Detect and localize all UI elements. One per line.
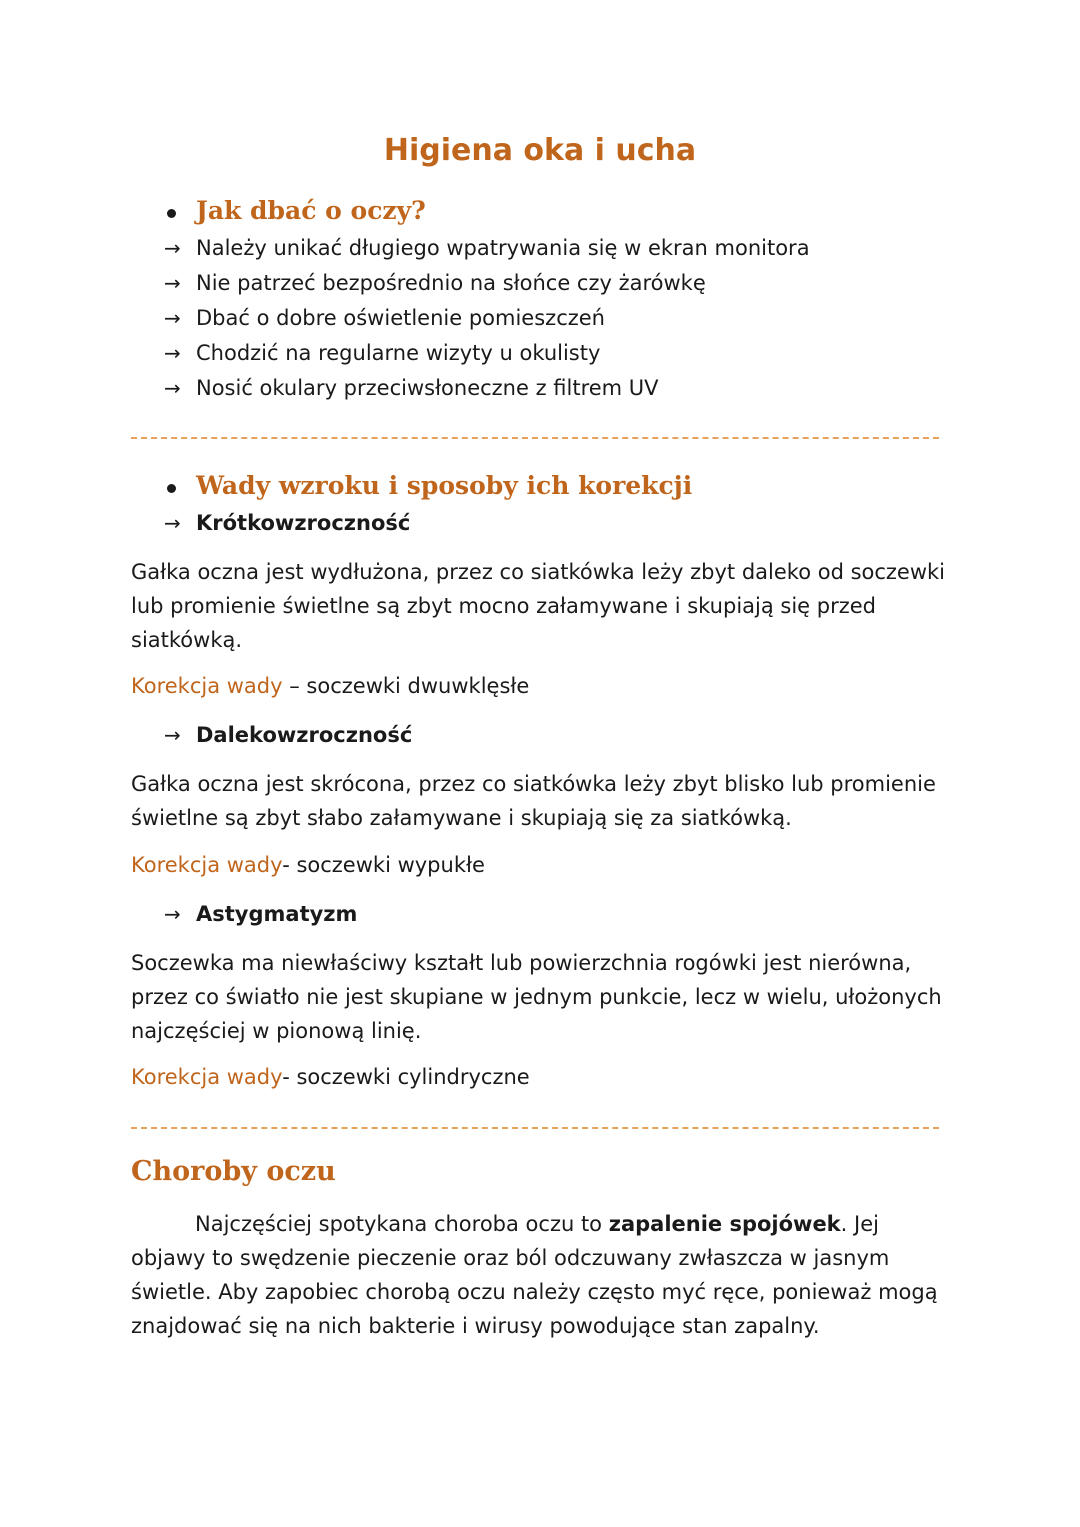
section-divider (131, 437, 939, 439)
defect-description-astigmatism: Soczewka ma niewłaściwy kształt lub powierzchnia rogówki jest nierówna, przez co światło nie jest skupiane w jednym punkcie, lecz w wielu, ułożonych najczęściej w pionową linię. (131, 951, 942, 1043)
correction-label: Korekcja wady (131, 853, 283, 877)
page-title: Higiena oka i ucha (383, 133, 697, 168)
right-arrow-icon: → (164, 511, 181, 535)
correction-astigmatism: Korekcja wady- soczewki cylindryczne (131, 1065, 530, 1089)
list-item: → Należy unikać długiego wpatrywania się w ekran monitora (164, 231, 810, 266)
right-arrow-icon: → (164, 376, 181, 400)
bullet-dot-icon (167, 209, 176, 218)
list-item: → Chodzić na regularne wizyty u okulisty (164, 336, 810, 371)
correction-value: soczewki dwuwklęsłe (306, 674, 530, 698)
right-arrow-icon: → (164, 236, 181, 260)
section-divider (131, 1127, 939, 1129)
right-arrow-icon: → (164, 271, 181, 295)
defect-heading-hyperopia: → Dalekowzroczność (164, 720, 412, 750)
section-heading-vision-defects: Wady wzroku i sposoby ich korekcji (196, 471, 693, 500)
section-heading-eye-care: Jak dbać o oczy? (196, 196, 426, 225)
correction-label: Korekcja wady (131, 674, 283, 698)
right-arrow-icon: → (164, 902, 181, 926)
correction-hyperopia: Korekcja wady- soczewki wypukłe (131, 853, 485, 877)
correction-value: soczewki cylindryczne (296, 1065, 530, 1089)
eye-care-list (164, 231, 810, 406)
right-arrow-icon: → (164, 306, 181, 330)
list-item: → Dbać o dobre oświetlenie pomieszczeń (164, 301, 810, 336)
defect-heading-myopia: → Krótkowzroczność (164, 508, 410, 538)
right-arrow-icon: → (164, 723, 181, 747)
right-arrow-icon: → (164, 341, 181, 365)
correction-value: soczewki wypukłe (296, 853, 485, 877)
correction-label: Korekcja wady (131, 1065, 283, 1089)
correction-myopia: Korekcja wady – soczewki dwuwklęsłe (131, 674, 530, 698)
list-item: → Nosić okulary przeciwsłoneczne z filtrem UV (164, 371, 810, 406)
highlighted-term: zapalenie spojówek (608, 1212, 841, 1236)
defect-description-hyperopia: Gałka oczna jest skrócona, przez co siatkówka leży zbyt blisko lub promienie świetlne są zbyt słabo załamywane i skupiają się za siatkówką. (131, 772, 936, 830)
defect-description-myopia: Gałka oczna jest wydłużona, przez co siatkówka leży zbyt daleko od soczewki lub promienie świetlne są zbyt mocno załamywane i skupiają się przed siatkówką. (131, 560, 946, 652)
list-item: → Nie patrzeć bezpośrednio na słońce czy żarówkę (164, 266, 810, 301)
eye-diseases-paragraph: Najczęściej spotykana choroba oczu to zapalenie spojówek. Jej objawy to swędzenie pieczenie oraz ból odczuwany zwłaszcza w jasnym świetle. Aby zapobiec chorobą oczu należy często myć ręce, ponieważ mogą znajdować się na nich bakterie i wirusy powodujące stan zapalny. (131, 1212, 938, 1338)
section-heading-eye-diseases: Choroby oczu (131, 1156, 336, 1187)
bullet-dot-icon (167, 484, 176, 493)
defect-heading-astigmatism: → Astygmatyzm (164, 899, 357, 929)
